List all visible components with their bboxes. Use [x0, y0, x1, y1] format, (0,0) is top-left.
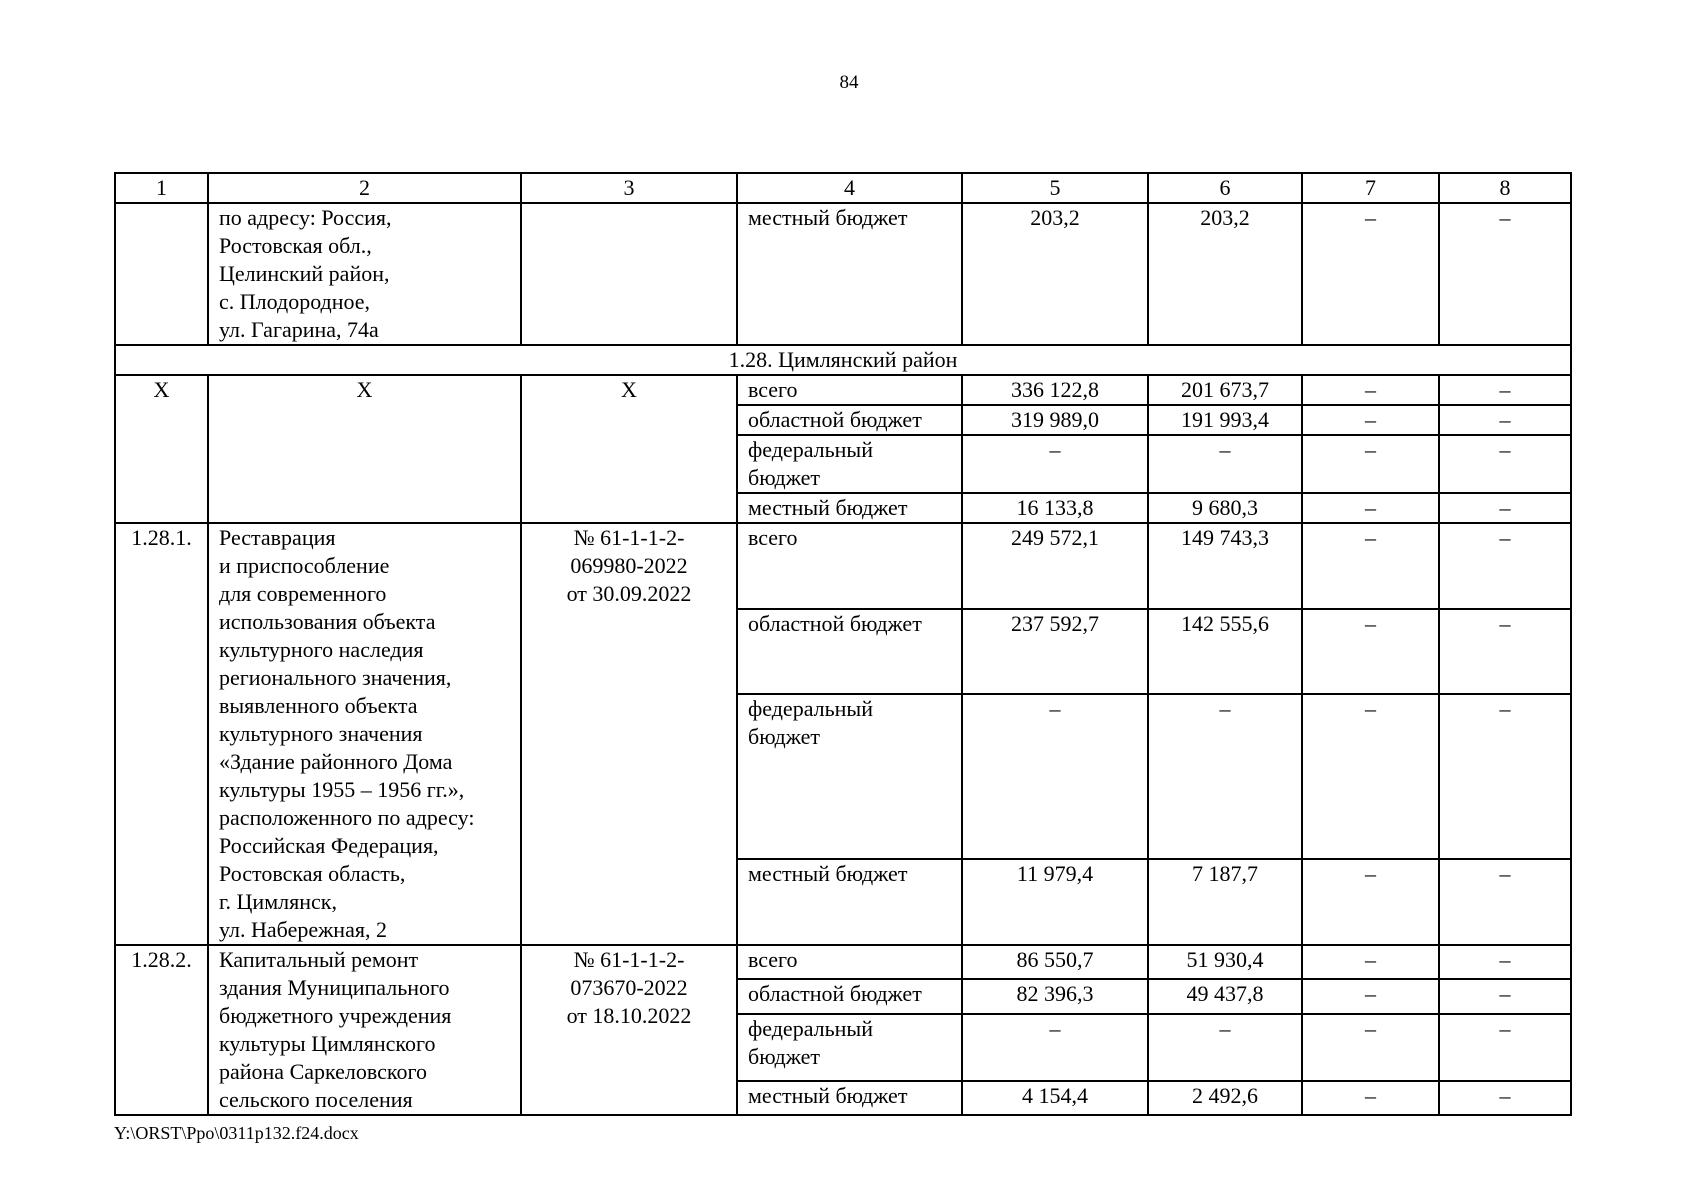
budget-type: местный бюджет [737, 493, 962, 523]
value-col6: – [1148, 694, 1302, 859]
value-col6: 203,2 [1148, 203, 1302, 345]
value-col7: – [1302, 435, 1439, 493]
value-col8: – [1439, 945, 1571, 979]
item-name: Капитальный ремонт здания Муниципального бюджетного учреждения культуры Цимлянского района Саркеловского сельского поселения [208, 945, 521, 1115]
budget-type: областной бюджет [737, 979, 962, 1013]
value-col6: 191 993,4 [1148, 405, 1302, 435]
item-number: 1.28.1. [115, 523, 208, 945]
value-col7: – [1302, 1014, 1439, 1081]
value-col8: – [1439, 523, 1571, 609]
value-col7: – [1302, 405, 1439, 435]
value-col5: 203,2 [962, 203, 1148, 345]
header-cell: 4 [737, 173, 962, 203]
value-col5: 336 122,8 [962, 375, 1148, 405]
value-col5: – [962, 1014, 1148, 1081]
header-cell: 8 [1439, 173, 1571, 203]
item-row [115, 945, 1571, 979]
summary-col3: X [521, 375, 737, 523]
value-col8: – [1439, 405, 1571, 435]
value-col5: – [962, 694, 1148, 859]
value-col5: 11 979,4 [962, 859, 1148, 945]
cell-empty [521, 203, 737, 345]
item-name: Реставрация и приспособление для современного использования объекта культурного наследия регионального значения, выявленного объекта культурного значения «Здание районного Дома культуры 1955 – 1956 гг.», расположенного по адресу: Российская Федерация, Ростовская область, г. Цимлянск, ул. Набережная, 2 [208, 523, 521, 945]
budget-type: всего [737, 523, 962, 609]
budget-table [114, 172, 1572, 1116]
item-document: № 61-1-1-2- 073670-2022 от 18.10.2022 [521, 945, 737, 1115]
budget-type: областной бюджет [737, 609, 962, 695]
value-col8: – [1439, 435, 1571, 493]
item-row [115, 523, 1571, 609]
value-col5: 249 572,1 [962, 523, 1148, 609]
footer-file-path: Y:\ORST\Ppo\0311p132.f24.docx [114, 1123, 359, 1143]
value-col8: – [1439, 203, 1571, 345]
value-col6: – [1148, 1014, 1302, 1081]
value-col6: 9 680,3 [1148, 493, 1302, 523]
value-col6: 7 187,7 [1148, 859, 1302, 945]
value-col5: 319 989,0 [962, 405, 1148, 435]
header-cell: 1 [115, 173, 208, 203]
value-col7: – [1302, 694, 1439, 859]
budget-type: федеральный бюджет [737, 435, 962, 493]
value-col5: 237 592,7 [962, 609, 1148, 695]
budget-type: областной бюджет [737, 405, 962, 435]
value-col8: – [1439, 609, 1571, 695]
budget-type: местный бюджет [737, 203, 962, 345]
value-col5: 86 550,7 [962, 945, 1148, 979]
object-address: по адресу: Россия, Ростовская обл., Целинский район, с. Плодородное, ул. Гагарина, 74а [208, 203, 521, 345]
summary-col1: X [115, 375, 208, 523]
value-col7: – [1302, 945, 1439, 979]
table-row-continuation [115, 203, 1571, 345]
value-col7: – [1302, 203, 1439, 345]
header-cell: 5 [962, 173, 1148, 203]
value-col7: – [1302, 1081, 1439, 1115]
value-col7: – [1302, 375, 1439, 405]
value-col8: – [1439, 493, 1571, 523]
summary-row [115, 375, 1571, 405]
value-col8: – [1439, 979, 1571, 1013]
header-cell: 2 [208, 173, 521, 203]
budget-type: местный бюджет [737, 1081, 962, 1115]
value-col7: – [1302, 609, 1439, 695]
value-col8: – [1439, 1014, 1571, 1081]
section-row [115, 345, 1571, 375]
budget-type: федеральный бюджет [737, 694, 962, 859]
value-col5: 16 133,8 [962, 493, 1148, 523]
header-cell: 3 [521, 173, 737, 203]
value-col6: – [1148, 435, 1302, 493]
value-col8: – [1439, 1081, 1571, 1115]
value-col8: – [1439, 375, 1571, 405]
column-number-row [115, 173, 1571, 203]
value-col5: – [962, 435, 1148, 493]
value-col6: 149 743,3 [1148, 523, 1302, 609]
item-document: № 61-1-1-2- 069980-2022 от 30.09.2022 [521, 523, 737, 945]
value-col7: – [1302, 523, 1439, 609]
budget-type: всего [737, 375, 962, 405]
value-col6: 2 492,6 [1148, 1081, 1302, 1115]
budget-type: местный бюджет [737, 859, 962, 945]
value-col7: – [1302, 979, 1439, 1013]
cell-empty [115, 203, 208, 345]
budget-type: всего [737, 945, 962, 979]
value-col8: – [1439, 859, 1571, 945]
value-col6: 142 555,6 [1148, 609, 1302, 695]
value-col6: 51 930,4 [1148, 945, 1302, 979]
section-title: 1.28. Цимлянский район [115, 345, 1571, 375]
value-col7: – [1302, 493, 1439, 523]
value-col6: 49 437,8 [1148, 979, 1302, 1013]
value-col8: – [1439, 694, 1571, 859]
value-col5: 82 396,3 [962, 979, 1148, 1013]
header-cell: 6 [1148, 173, 1302, 203]
item-number: 1.28.2. [115, 945, 208, 1115]
header-cell: 7 [1302, 173, 1439, 203]
page-number: 84 [839, 72, 859, 93]
summary-col2: X [208, 375, 521, 523]
value-col6: 201 673,7 [1148, 375, 1302, 405]
value-col7: – [1302, 859, 1439, 945]
budget-type: федеральный бюджет [737, 1014, 962, 1081]
value-col5: 4 154,4 [962, 1081, 1148, 1115]
